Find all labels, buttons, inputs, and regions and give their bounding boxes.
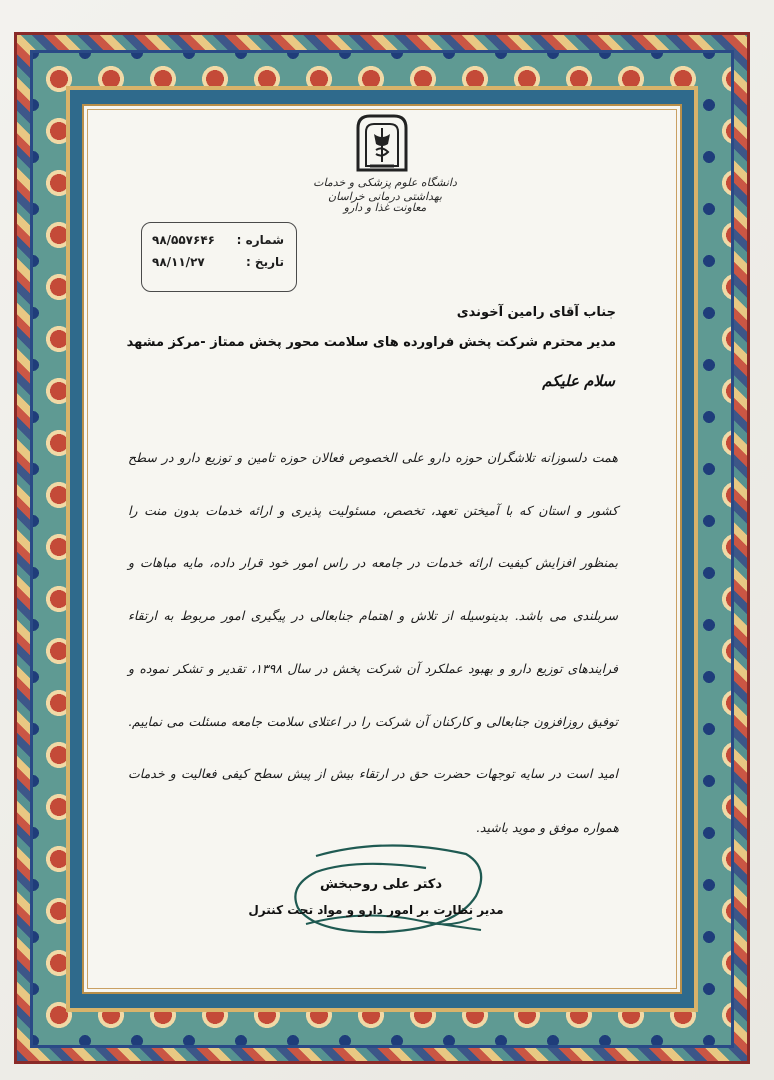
reference-number-label: شماره : xyxy=(236,233,284,247)
addressee-name: جناب آقای رامین آخوندی xyxy=(456,305,616,320)
university-name: دانشگاه علوم پزشکی و خدمات بهداشتی درمانی خراسان xyxy=(313,176,457,203)
department-name: معاونت غذا و دارو xyxy=(343,201,427,214)
reference-date-label: تاریخ : xyxy=(245,255,284,269)
signer-title: مدیر نظارت بر امور دارو و مواد تحت کنترل xyxy=(248,903,504,917)
reference-date-value: ۹۸/۱۱/۲۷ xyxy=(152,255,205,269)
signer-name: دکتر علی روحبخش xyxy=(319,877,442,892)
addressee-position: مدیر محترم شرکت پخش فراورده های سلامت محور پخش ممتاز -مرکز مشهد xyxy=(126,335,616,350)
closing-line: همواره موفق و موید باشید. xyxy=(475,820,619,835)
greeting: سلام علیکم xyxy=(542,372,615,390)
reference-number-value: ۹۸/۵۵۷۶۴۶ xyxy=(152,233,215,247)
handwritten-signature-icon xyxy=(276,838,496,948)
letter-body: همت دلسوزانه تلاشگران حوزه دارو علی الخصوص فعالان حوزه تامین و توزیع دارو در سطح کشور و استان که با آمیختن تعهد، تخصص، مسئولیت پذیری و ارائه خدمات بدون منت را بمنظور افزایش کیفیت ارائه خدمات در جامعه در راس امور خود قرار داده، مایه مباهات و سربلندی می باشد. بدینوسیله از تلاش و اهتمام جنابعالی در پیگیری امور مربوط به ارتقاء فرایندهای توزیع دارو و بهبود عملکرد آن شرکت پخش در سال ۱۳۹۸، تقدیر و تشکر نموده و توفیق روزافزون جنابعالی و کارکنان آن شرکت را در اعتلای سلامت جامعه مسئلت می نماییم. امید است در سایه توجهات حضرت حق در ارتقاء بیش از پیش سطح کیفی فعالیت و خدمات xyxy=(128,450,618,782)
reference-box xyxy=(141,222,297,292)
reference-number-row xyxy=(152,233,284,247)
university-emblem-icon xyxy=(352,110,412,174)
reference-date-row xyxy=(152,255,284,269)
